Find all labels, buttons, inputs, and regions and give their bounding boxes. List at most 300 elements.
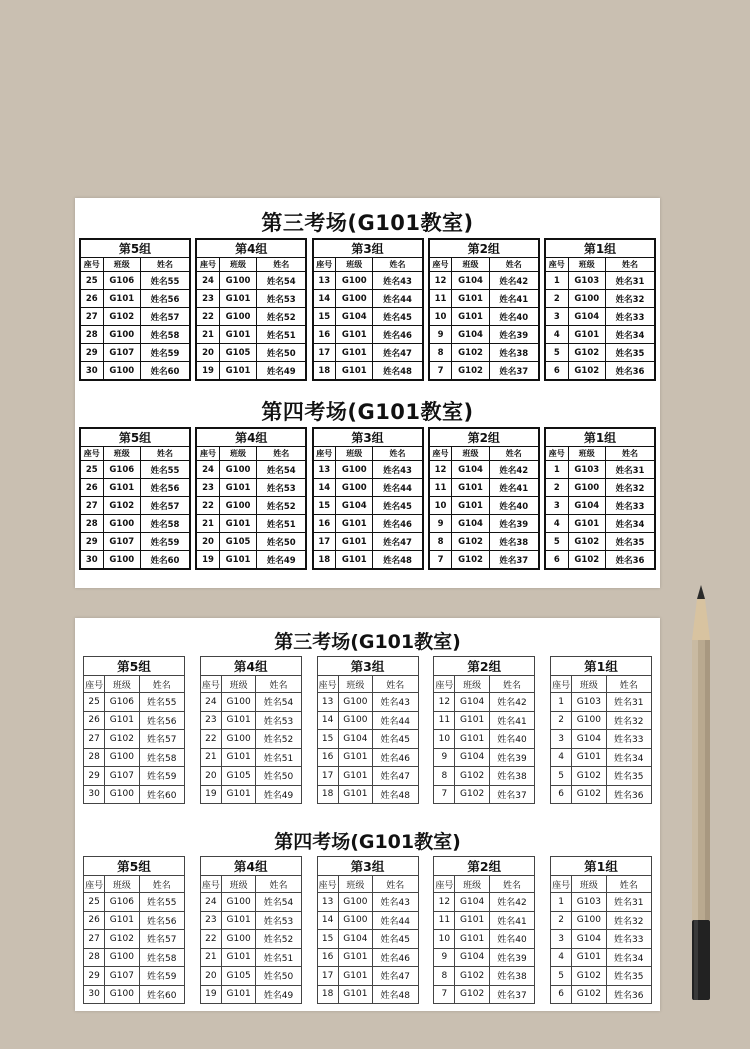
name-column-header: 姓名: [606, 876, 651, 893]
class-cell: G101: [568, 515, 605, 533]
student-name-cell: 姓名50: [256, 767, 301, 786]
name-column-header: 姓名: [489, 258, 539, 272]
class-cell: G103: [572, 893, 606, 912]
table-row: [317, 730, 418, 749]
seat-column-header: 座号: [429, 447, 452, 461]
group-row: [75, 238, 660, 381]
seat-number-cell: 2: [551, 711, 572, 730]
seat-number-cell: 12: [429, 272, 452, 290]
class-cell: G102: [572, 985, 606, 1004]
class-cell: G100: [221, 693, 255, 712]
seat-number-cell: 5: [551, 767, 572, 786]
table-row: [80, 479, 190, 497]
class-cell: G104: [452, 272, 489, 290]
student-name-cell: 姓名58: [140, 326, 190, 344]
student-name-cell: 姓名45: [373, 497, 423, 515]
student-name-cell: 姓名49: [257, 551, 307, 570]
seat-number-cell: 23: [200, 711, 221, 730]
class-cell: G107: [105, 967, 139, 986]
class-cell: G100: [105, 985, 139, 1004]
student-name-cell: 姓名57: [140, 308, 190, 326]
class-cell: G104: [336, 497, 373, 515]
table-row: [434, 893, 535, 912]
class-cell: G100: [105, 785, 139, 804]
class-cell: G106: [103, 272, 140, 290]
seat-number-cell: 22: [196, 308, 219, 326]
class-cell: G101: [336, 533, 373, 551]
student-name-cell: 姓名57: [140, 497, 190, 515]
class-cell: G101: [452, 290, 489, 308]
seat-number-cell: 5: [545, 533, 568, 551]
name-column-header: 姓名: [256, 876, 301, 893]
student-name-cell: 姓名50: [257, 344, 307, 362]
table-row: [80, 326, 190, 344]
class-cell: G104: [455, 693, 489, 712]
class-cell: G100: [219, 497, 256, 515]
student-name-cell: 姓名37: [489, 985, 534, 1004]
table-row: [84, 767, 185, 786]
exam-room: [75, 208, 660, 381]
seat-number-cell: 24: [200, 693, 221, 712]
class-cell: G104: [452, 326, 489, 344]
student-name-cell: 姓名39: [489, 326, 539, 344]
table-row: [429, 533, 539, 551]
student-name-cell: 姓名54: [257, 461, 307, 479]
class-cell: G100: [103, 326, 140, 344]
seat-number-cell: 8: [429, 533, 452, 551]
class-cell: G100: [338, 911, 372, 930]
class-cell: G100: [103, 515, 140, 533]
class-cell: G106: [105, 893, 139, 912]
student-name-cell: 姓名51: [257, 515, 307, 533]
seat-column-header: 座号: [545, 258, 568, 272]
group-label: 第1组: [545, 239, 655, 258]
seat-number-cell: 24: [196, 272, 219, 290]
student-name-cell: 姓名60: [139, 985, 184, 1004]
student-name-cell: 姓名44: [373, 711, 418, 730]
seat-group-table: [79, 427, 191, 570]
seat-column-header: 座号: [317, 676, 338, 693]
table-row: [313, 533, 423, 551]
student-name-cell: 姓名44: [373, 290, 423, 308]
table-row: [551, 911, 652, 930]
table-row: [434, 711, 535, 730]
group-label: 第3组: [313, 428, 423, 447]
student-name-cell: 姓名55: [140, 461, 190, 479]
class-cell: G100: [336, 479, 373, 497]
room-title: 第四考场(G101教室): [274, 831, 461, 853]
class-cell: G104: [568, 308, 605, 326]
table-row: [545, 461, 655, 479]
class-cell: G102: [568, 551, 605, 570]
seat-number-cell: 29: [84, 967, 105, 986]
class-column-header: 班级: [336, 258, 373, 272]
student-name-cell: 姓名43: [373, 461, 423, 479]
seat-number-cell: 12: [434, 693, 455, 712]
class-column-header: 班级: [568, 258, 605, 272]
class-cell: G104: [452, 461, 489, 479]
class-cell: G101: [221, 911, 255, 930]
class-cell: G102: [452, 551, 489, 570]
seat-column-header: 座号: [200, 876, 221, 893]
class-cell: G100: [221, 730, 255, 749]
table-row: [545, 551, 655, 570]
student-name-cell: 姓名49: [257, 362, 307, 381]
student-name-cell: 姓名45: [373, 308, 423, 326]
group-label: 第5组: [84, 857, 185, 876]
student-name-cell: 姓名53: [256, 711, 301, 730]
seat-number-cell: 27: [84, 730, 105, 749]
seat-number-cell: 30: [84, 985, 105, 1004]
table-row: [429, 326, 539, 344]
student-name-cell: 姓名32: [605, 479, 655, 497]
student-name-cell: 姓名47: [373, 767, 418, 786]
seating-sheet-thin: [75, 618, 660, 1011]
table-row: [200, 967, 301, 986]
table-row: [429, 362, 539, 381]
table-row: [196, 326, 306, 344]
class-cell: G105: [219, 344, 256, 362]
class-cell: G103: [572, 693, 606, 712]
student-name-cell: 姓名53: [257, 479, 307, 497]
class-cell: G101: [336, 362, 373, 381]
student-name-cell: 姓名43: [373, 693, 418, 712]
table-row: [429, 461, 539, 479]
student-name-cell: 姓名51: [256, 948, 301, 967]
group-label: 第1组: [551, 657, 652, 676]
table-row: [313, 461, 423, 479]
table-row: [80, 515, 190, 533]
seat-number-cell: 14: [317, 911, 338, 930]
table-row: [434, 767, 535, 786]
seat-number-cell: 26: [80, 290, 103, 308]
seat-number-cell: 23: [196, 479, 219, 497]
class-cell: G101: [336, 551, 373, 570]
student-name-cell: 姓名31: [605, 461, 655, 479]
table-row: [200, 893, 301, 912]
student-name-cell: 姓名40: [489, 930, 534, 949]
student-name-cell: 姓名33: [606, 930, 651, 949]
table-row: [545, 308, 655, 326]
student-name-cell: 姓名47: [373, 533, 423, 551]
table-row: [196, 461, 306, 479]
class-column-header: 班级: [572, 676, 606, 693]
table-row: [200, 930, 301, 949]
student-name-cell: 姓名57: [139, 730, 184, 749]
class-column-header: 班级: [452, 258, 489, 272]
student-name-cell: 姓名52: [256, 930, 301, 949]
seat-group-table: [312, 238, 424, 381]
seat-number-cell: 25: [80, 461, 103, 479]
class-cell: G101: [338, 948, 372, 967]
student-name-cell: 姓名36: [605, 362, 655, 381]
group-label: 第2组: [434, 857, 535, 876]
name-column-header: 姓名: [257, 447, 307, 461]
class-cell: G100: [103, 362, 140, 381]
table-row: [317, 767, 418, 786]
student-name-cell: 姓名58: [140, 515, 190, 533]
seat-number-cell: 1: [551, 893, 572, 912]
class-column-header: 班级: [105, 876, 139, 893]
group-label: 第5组: [80, 239, 190, 258]
student-name-cell: 姓名37: [489, 785, 534, 804]
seat-number-cell: 29: [80, 533, 103, 551]
seat-column-header: 座号: [200, 676, 221, 693]
seat-number-cell: 28: [84, 748, 105, 767]
seat-number-cell: 4: [545, 515, 568, 533]
seat-number-cell: 10: [429, 308, 452, 326]
table-row: [313, 344, 423, 362]
name-column-header: 姓名: [373, 447, 423, 461]
class-cell: G101: [338, 748, 372, 767]
seat-number-cell: 30: [80, 362, 103, 381]
seat-number-cell: 22: [200, 930, 221, 949]
seat-number-cell: 4: [545, 326, 568, 344]
class-cell: G101: [221, 748, 255, 767]
table-row: [80, 533, 190, 551]
student-name-cell: 姓名39: [489, 748, 534, 767]
class-cell: G101: [455, 930, 489, 949]
table-row: [551, 967, 652, 986]
seat-number-cell: 10: [434, 730, 455, 749]
table-row: [429, 515, 539, 533]
seat-group-table: [544, 238, 656, 381]
class-cell: G102: [455, 785, 489, 804]
seat-group-table: [317, 656, 419, 804]
group-row: [75, 656, 660, 804]
name-column-header: 姓名: [605, 258, 655, 272]
class-cell: G107: [103, 344, 140, 362]
class-cell: G107: [103, 533, 140, 551]
student-name-cell: 姓名49: [256, 785, 301, 804]
table-row: [545, 290, 655, 308]
seat-number-cell: 23: [200, 911, 221, 930]
table-row: [313, 308, 423, 326]
seat-number-cell: 21: [196, 515, 219, 533]
table-row: [196, 551, 306, 570]
student-name-cell: 姓名46: [373, 748, 418, 767]
class-column-header: 班级: [568, 447, 605, 461]
seat-number-cell: 22: [200, 730, 221, 749]
class-column-header: 班级: [221, 676, 255, 693]
seat-number-cell: 17: [313, 533, 336, 551]
table-row: [200, 693, 301, 712]
name-column-header: 姓名: [140, 447, 190, 461]
seat-number-cell: 14: [317, 711, 338, 730]
table-row: [80, 497, 190, 515]
seat-number-cell: 16: [317, 748, 338, 767]
seat-number-cell: 9: [434, 748, 455, 767]
seat-column-header: 座号: [196, 258, 219, 272]
class-cell: G100: [219, 308, 256, 326]
seat-number-cell: 2: [551, 911, 572, 930]
seat-number-cell: 6: [545, 551, 568, 570]
class-cell: G101: [336, 326, 373, 344]
class-cell: G101: [455, 730, 489, 749]
table-row: [84, 785, 185, 804]
seat-number-cell: 20: [200, 967, 221, 986]
table-row: [84, 948, 185, 967]
seat-number-cell: 19: [200, 785, 221, 804]
exam-room: [75, 828, 660, 1004]
student-name-cell: 姓名37: [489, 551, 539, 570]
table-row: [313, 551, 423, 570]
class-column-header: 班级: [105, 676, 139, 693]
table-row: [551, 948, 652, 967]
class-cell: G100: [568, 479, 605, 497]
table-row: [429, 479, 539, 497]
seat-number-cell: 15: [313, 308, 336, 326]
seat-number-cell: 11: [434, 911, 455, 930]
seat-number-cell: 7: [429, 551, 452, 570]
seat-number-cell: 26: [80, 479, 103, 497]
student-name-cell: 姓名41: [489, 290, 539, 308]
seat-column-header: 座号: [434, 676, 455, 693]
student-name-cell: 姓名60: [140, 362, 190, 381]
table-row: [434, 967, 535, 986]
student-name-cell: 姓名48: [373, 551, 423, 570]
seat-number-cell: 21: [200, 948, 221, 967]
seat-number-cell: 17: [317, 967, 338, 986]
class-cell: G101: [105, 911, 139, 930]
student-name-cell: 姓名33: [605, 308, 655, 326]
class-cell: G101: [572, 948, 606, 967]
class-cell: G102: [452, 362, 489, 381]
student-name-cell: 姓名56: [139, 911, 184, 930]
student-name-cell: 姓名34: [605, 326, 655, 344]
seat-number-cell: 11: [429, 290, 452, 308]
class-cell: G104: [336, 308, 373, 326]
student-name-cell: 姓名41: [489, 711, 534, 730]
name-column-header: 姓名: [373, 676, 418, 693]
table-row: [313, 497, 423, 515]
seat-number-cell: 27: [84, 930, 105, 949]
seat-number-cell: 13: [317, 693, 338, 712]
class-cell: G101: [338, 785, 372, 804]
class-cell: G101: [219, 551, 256, 570]
table-row: [196, 515, 306, 533]
class-cell: G101: [568, 326, 605, 344]
student-name-cell: 姓名50: [257, 533, 307, 551]
table-row: [200, 948, 301, 967]
student-name-cell: 姓名55: [139, 693, 184, 712]
student-name-cell: 姓名35: [605, 344, 655, 362]
class-cell: G102: [572, 767, 606, 786]
seat-number-cell: 21: [200, 748, 221, 767]
class-cell: G101: [452, 308, 489, 326]
table-row: [551, 711, 652, 730]
class-cell: G101: [219, 479, 256, 497]
class-cell: G100: [336, 290, 373, 308]
class-cell: G101: [103, 290, 140, 308]
table-row: [84, 711, 185, 730]
class-cell: G100: [336, 272, 373, 290]
table-row: [551, 985, 652, 1004]
class-cell: G101: [219, 515, 256, 533]
seat-column-header: 座号: [313, 447, 336, 461]
name-column-header: 姓名: [489, 876, 534, 893]
student-name-cell: 姓名38: [489, 344, 539, 362]
student-name-cell: 姓名56: [140, 290, 190, 308]
class-cell: G107: [105, 767, 139, 786]
class-cell: G104: [455, 948, 489, 967]
table-row: [200, 985, 301, 1004]
seat-number-cell: 9: [434, 948, 455, 967]
seating-sheet-bold: [75, 198, 660, 588]
seat-number-cell: 3: [545, 497, 568, 515]
table-row: [196, 362, 306, 381]
class-cell: G100: [338, 711, 372, 730]
table-row: [313, 362, 423, 381]
table-row: [196, 290, 306, 308]
name-column-header: 姓名: [373, 258, 423, 272]
group-label: 第4组: [196, 239, 306, 258]
table-row: [200, 911, 301, 930]
class-cell: G101: [221, 711, 255, 730]
seat-number-cell: 19: [196, 362, 219, 381]
class-column-header: 班级: [219, 447, 256, 461]
table-row: [551, 748, 652, 767]
student-name-cell: 姓名31: [606, 893, 651, 912]
student-name-cell: 姓名32: [606, 711, 651, 730]
seat-group-table: [317, 856, 419, 1004]
seat-number-cell: 13: [313, 461, 336, 479]
group-label: 第2组: [434, 657, 535, 676]
student-name-cell: 姓名44: [373, 911, 418, 930]
student-name-cell: 姓名41: [489, 911, 534, 930]
student-name-cell: 姓名52: [256, 730, 301, 749]
table-row: [429, 272, 539, 290]
class-cell: G102: [455, 985, 489, 1004]
class-cell: G104: [572, 730, 606, 749]
student-name-cell: 姓名59: [139, 967, 184, 986]
class-cell: G101: [336, 344, 373, 362]
student-name-cell: 姓名32: [606, 911, 651, 930]
seat-number-cell: 11: [434, 711, 455, 730]
table-row: [313, 515, 423, 533]
class-cell: G101: [455, 911, 489, 930]
class-cell: G101: [338, 967, 372, 986]
table-row: [313, 479, 423, 497]
class-cell: G100: [338, 893, 372, 912]
seat-number-cell: 17: [313, 344, 336, 362]
class-cell: G101: [105, 711, 139, 730]
table-row: [84, 985, 185, 1004]
student-name-cell: 姓名34: [606, 948, 651, 967]
table-row: [317, 785, 418, 804]
seat-number-cell: 18: [317, 785, 338, 804]
room-title: 第三考场(G101教室): [261, 211, 474, 235]
class-cell: G105: [221, 767, 255, 786]
seat-group-table: [433, 656, 535, 804]
group-label: 第3组: [317, 657, 418, 676]
seat-column-header: 座号: [80, 447, 103, 461]
student-name-cell: 姓名40: [489, 308, 539, 326]
student-name-cell: 姓名36: [605, 551, 655, 570]
seat-column-header: 座号: [545, 447, 568, 461]
student-name-cell: 姓名32: [605, 290, 655, 308]
student-name-cell: 姓名43: [373, 893, 418, 912]
student-name-cell: 姓名60: [140, 551, 190, 570]
seat-group-table: [195, 427, 307, 570]
table-row: [551, 767, 652, 786]
table-row: [434, 730, 535, 749]
table-row: [434, 948, 535, 967]
seat-number-cell: 24: [200, 893, 221, 912]
table-row: [434, 693, 535, 712]
seat-number-cell: 6: [551, 985, 572, 1004]
seat-group-table: [79, 238, 191, 381]
